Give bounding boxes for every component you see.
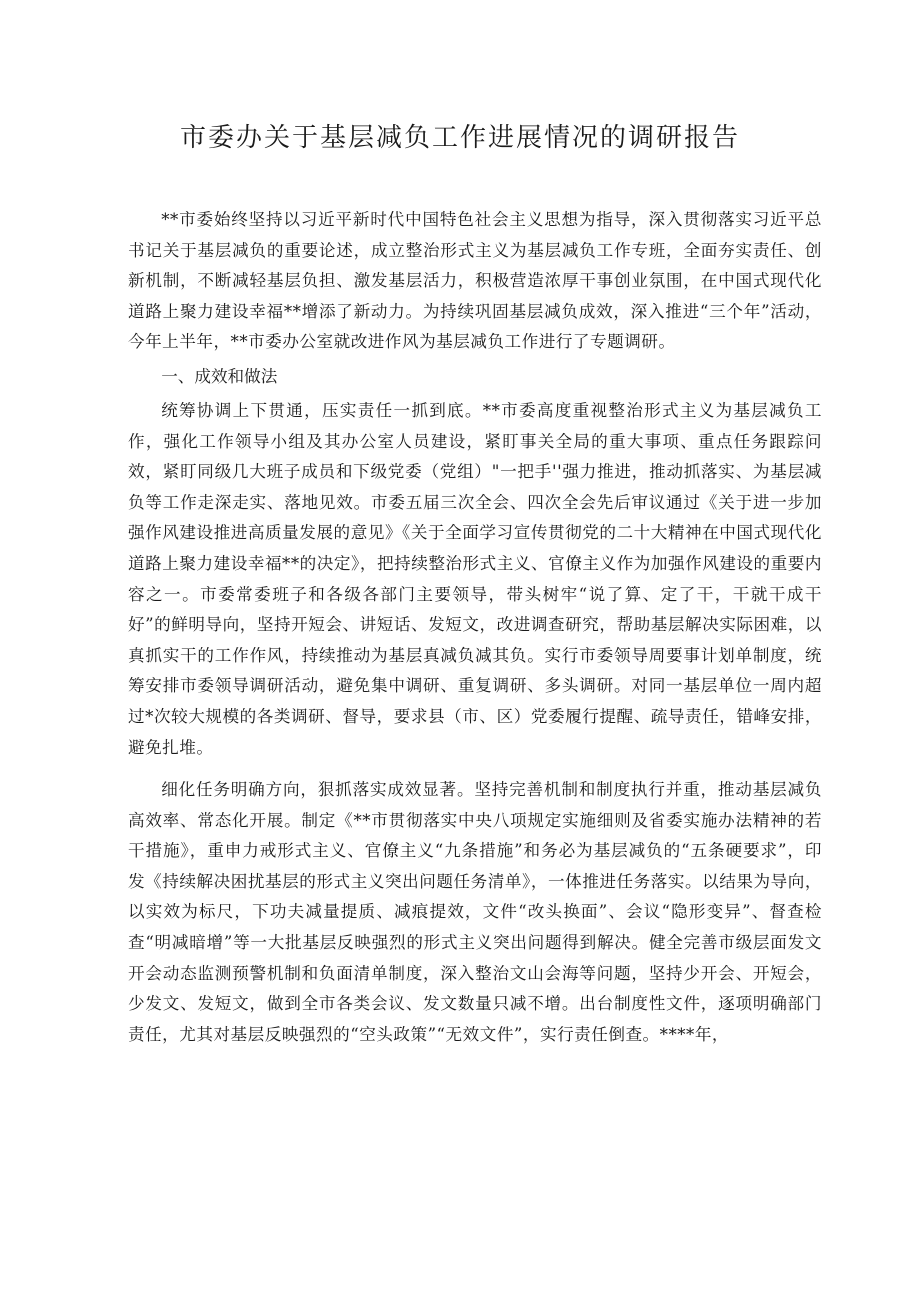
document-body	[128, 205, 822, 1050]
document-title: 市委办关于基层减负工作进展情况的调研报告	[179, 123, 740, 153]
intro-paragraph: **市委始终坚持以习近平新时代中国特色社会主义思想为指导，深入贯彻落实习近平总书记关于基层减负的重要论述，成立整治形式主义为基层减负工作专班，全面夯实责任、创新机制，不断减轻基层负担、激发基层活力，积极营造浓厚干事创业氛围，在中国式现代化道路上聚力建设幸福**增添了新动力。为持续巩固基层减负成效，深入推进“三个年”活动，今年上半年，**市委办公室就改进作风为基层减负工作进行了专题调研。	[128, 210, 822, 352]
body-paragraph-2: 细化任务明确方向，狠抓落实成效显著。坚持完善机制和制度执行并重，推动基层减负高效率、常态化开展。制定《**市贯彻落实中央八项规定实施细则及省委实施办法精神的若干措施》，重申力戒形式主义、官僚主义“九条措施”和务必为基层减负的“五条硬要求”，印发《持续解决困扰基层的形式主义突出问题任务清单》，一体推进任务落实。以结果为导向，以实效为标尺，下功夫减量提质、减痕提效，文件“改头换面”、会议“隐形变异”、督查检查“明减暗增”等一大批基层反映强烈的形式主义突出问题得到解决。健全完善市级层面发文开会动态监测预警机制和负面清单制度，深入整治文山会海等问题，坚持少开会、开短会，少发文、发短文，做到全市各类会议、发文数量只减不增。出台制度性文件，逐项明确部门责任，尤其对基层反映强烈的“空头政策”“无效文件”，实行责任倒查。****年，	[128, 780, 822, 1044]
body-paragraph-1: 统筹协调上下贯通，压实责任一抓到底。**市委高度重视整治形式主义为基层减负工作，强化工作领导小组及其办公室人员建设，紧盯事关全局的重大事项、重点任务跟踪问效，紧盯同级几大班子成员和下级党委（党组）"一把手''强力推进，推动抓落实、为基层减负等工作走深走实、落地见效。市委五届三次全会、四次全会先后审议通过《关于进一步加强作风建设推进高质量发展的意见》《关于全面学习宣传贯彻党的二十大精神在中国式现代化道路上聚力建设幸福**的决定》，把持续整治形式主义、官僚主义作为加强作风建设的重要内容之一。市委常委班子和各级各部门主要领导，带头树牢“说了算、定了干，干就干成干好”的鲜明导向，坚持开短会、讲短话、发短文，改进调查研究，帮助基层解决实际困难，以真抓实干的工作作风，持续推动为基层真减负减其负。实行市委领导周要事计划单制度，统筹安排市委领导调研活动，避免集中调研、重复调研、多头调研。对同一基层单位一周内超过*次较大规模的各类调研、督导，要求县（市、区）党委履行提醒、疏导责任，错峰安排，避免扎堆。	[128, 400, 822, 757]
section-heading: 一、成效和做法	[161, 366, 278, 386]
